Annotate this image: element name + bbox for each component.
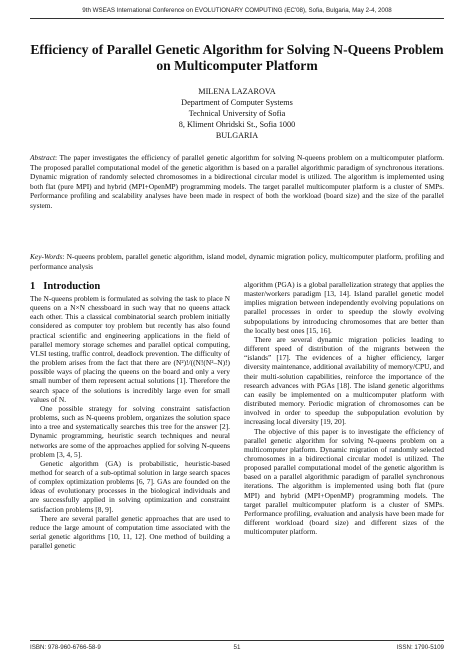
paper-title-line-2: on Multicomputer Platform [156, 58, 318, 73]
conference-header: 9th WSEAS International Conference on EVOLUTIONARY COMPUTING (EC'08), Sofia, Bulgaria, May 2-4, 2008 [82, 7, 392, 14]
footer-isbn: ISBN: 978-960-6766-58-9 [30, 644, 101, 651]
author-name: MILENA LAZAROVA [198, 87, 276, 96]
intro-paragraph-5: algorithm (PGA) is a global parallelization strategy that applies the master/workers paradigm [13, 14]. Island parallel genetic model implies migration between independently evolving populations on parallel processes in order to speedup the slowly evolving subpopulations by introducing chromosomes that are better than the locally best ones [15, 16]. [244, 280, 444, 335]
author-university: Technical University of Sofia [188, 109, 286, 118]
right-column [244, 280, 444, 536]
footer-page-number: 51 [233, 644, 241, 651]
abstract [30, 153, 444, 211]
left-column [30, 280, 230, 550]
intro-paragraph-1: The N-queens problem is formulated as solving the task to place N queens on a N×N chessboard in such way that no queens attack each other. This a classical combinatorial search problem initially considered as computer toy problem but recently has also found practical scientific and engineering applications in the field of parallel memory storage schemes and parallel optical computing, VLSI testing, traffic control, deadlock prevention. The difficulty of the problem arises from the fact that there are (N²)!/((N!(N²–N)!) possible ways of placing the queens on the board and only a very small number of them represent actual solutions [1]. Therefore the search space of the solutions is incredibly large even for small values of N. [30, 294, 230, 404]
section-heading-introduction [30, 280, 230, 293]
section-number: 1 [30, 281, 36, 292]
abstract-text: : The paper investigates the efficiency of parallel genetic algorithm for solving N-queens problem on a multicomputer platform. The proposed parallel computational model of the genetic algorithm is based on a parallel algorithmic paradigm of synchronous iterations. Dynamic migration of randomly selected chromosomes in a bidirectional circular model is utilized. The algorithm is implemented using both flat (pure MPI) and hybrid (MPI+OpenMP) programming models. The target parallel multicomputer platform is a cluster of SMPs. Performance profiling and scalability analyses have been made in respect of both the workload (board size) and the size of the parallel system. [30, 153, 444, 210]
intro-paragraph-2: One possible strategy for solving constraint satisfaction problems, such as N-queens problem, organizes the solution space into a tree and systematically searches this tree for the answer [2]. Dynamic programming, heuristic search techniques and neural networks are some of the approaches applied for solving N-queens problem [3, 4, 5]. [30, 403, 230, 459]
keywords [30, 252, 444, 271]
abstract-label: Abstract [30, 153, 56, 162]
paper-title [30, 42, 444, 74]
author-department: Department of Computer Systems [181, 98, 293, 107]
footer-issn: ISSN: 1790-5109 [396, 644, 444, 651]
footer-divider [30, 640, 444, 641]
keywords-label: Key-Words [30, 252, 63, 261]
intro-paragraph-7: The objective of this paper is to investigate the efficiency of parallel genetic algorithm for solving N-queens problem on a multicomputer platform. Dynamic migration of randomly selected chromosomes in a bidirectional circular model is utilized. The proposed parallel computational model of the genetic algorithm is based on a parallel algorithmic paradigm of parallel synchronous iterations. The algorithm is implemented using both flat (pure MPI) and hybrid (MPI+OpenMP) programming models. The target parallel multicomputer platform is a cluster of SMPs. Performance profiling, evaluation and analysis have been made for different workload (board size) and different sizes of the multicomputer platform. [244, 426, 444, 537]
intro-paragraph-6: There are several dynamic migration policies leading to different speed of distribution of the migrants between the “islands” [17]. The evidences of a higher efficiency, larger diversity maintenance, additional availability of memory/CPU, and their multi-solution capabilities, reinforce the importance of the research advances with PGAs [18]. The island genetic algorithms can easily be implemented on a multicomputer platform with distributed memory. Periodic migration of chromosomes can be involved in order to speedup the subpopulation evolution by increasing local diversity [19, 20]. [244, 334, 444, 427]
author-address: 8, Kliment Ohridski St., Sofia 1000 [178, 120, 296, 129]
keywords-text: : N-queens problem, parallel genetic algorithm, island model, dynamic migration policy, multicomputer platform, profiling and performance analysis [30, 252, 444, 271]
author-block [30, 86, 444, 141]
paper-title-line-1: Efficiency of Parallel Genetic Algorithm for Solving N-Queens Problem [30, 42, 444, 57]
intro-paragraph-3: Genetic algorithm (GA) is probabilistic, heuristic-based method for search of a sub-optimal solution in large search spaces of complex optimization problems [6, 7]. GAs are founded on the ideas of evolutionary processes in the biological individuals and are successfully applied in solving optimization and constraint satisfaction problems [8, 9]. [30, 458, 230, 514]
section-title: Introduction [43, 281, 101, 292]
author-country: BULGARIA [215, 131, 259, 140]
intro-paragraph-4: There are several parallel genetic approaches that are used to reduce the large amount of computation time associated with the serial genetic algorithms [10, 11, 12]. One method of building a parallel genetic [30, 513, 230, 551]
header-divider [30, 18, 444, 19]
